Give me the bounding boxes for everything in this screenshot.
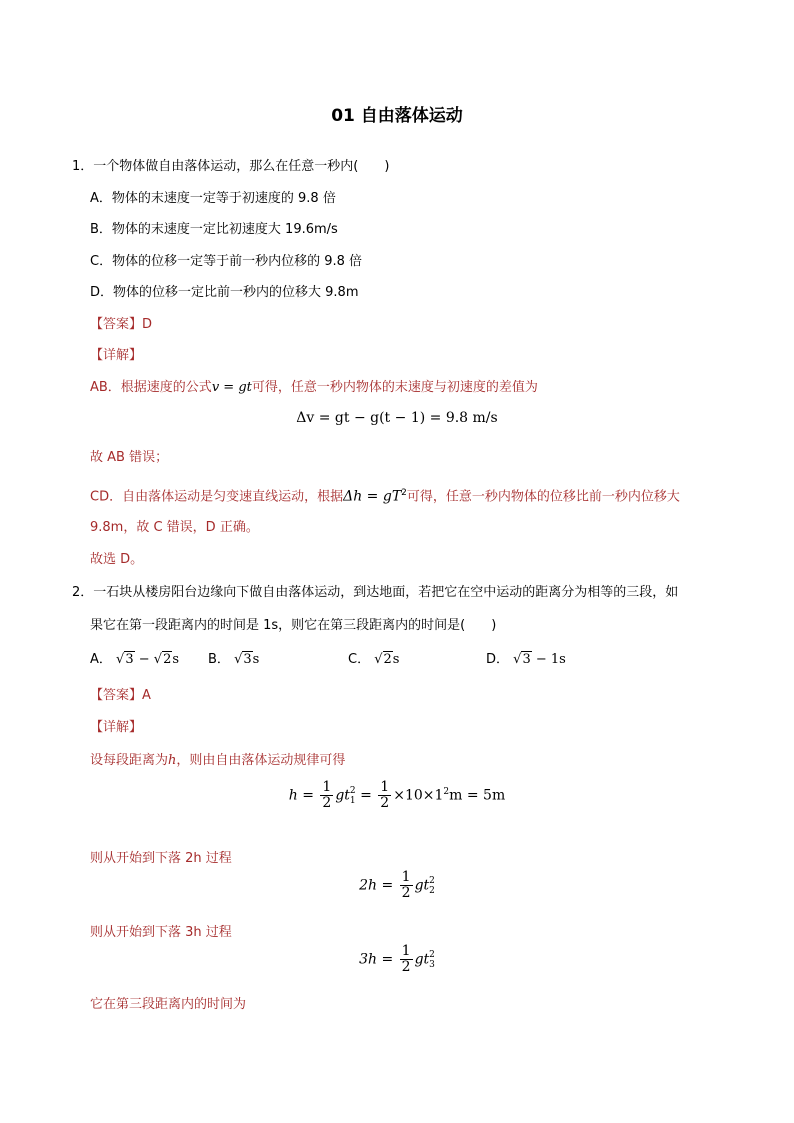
q2-option-b <box>208 651 259 669</box>
q1-cd-post: 可得，任意一秒内物体的位移比前一秒内位移大 <box>406 489 680 505</box>
radicand-2: 2 <box>383 652 392 667</box>
q1-cd-pre: CD．自由落体运动是匀变速直线运动，根据 <box>90 489 344 505</box>
question-1-stem: 1．一个物体做自由落体运动，那么在任意一秒内( ) <box>72 159 390 174</box>
q1-cd-exp: 2 <box>401 488 407 498</box>
q2-equation-3: 3h = $\frac{1}{2}$ gt 2 3 <box>359 943 435 975</box>
fraction-half: $\frac{1}{2}$ <box>322 779 332 811</box>
q1-option-b: B．物体的末速度一定比初速度大 19.6m/s <box>90 222 338 237</box>
q2-option-c-value: √2s <box>374 652 400 667</box>
q2-option-a-label: A． <box>90 652 112 667</box>
q2-option-a <box>90 651 179 669</box>
q1-conclusion: 故选 D。 <box>90 552 144 567</box>
q1-cd-formula: Δh = gT <box>343 488 402 505</box>
radicand-3: 3 <box>125 652 134 667</box>
q2-equation-2: 2h = $\frac{1}{2}$ gt 2 2 <box>359 869 435 901</box>
q1-option-a: A．物体的末速度一定等于初速度的 9.8 倍 <box>90 191 336 206</box>
q1-ab-pre: AB．根据速度的公式 <box>90 380 212 395</box>
q2-line1-pre: 设每段距离为 <box>90 753 169 768</box>
question-2-stem-line1: 2．一石块从楼房阳台边缘向下做自由落体运动，到达地面，若把它在空中运动的距离分为相等的三段，如 <box>72 585 679 600</box>
q2-detail-label: 【详解】 <box>90 720 143 735</box>
eq1-left: h = <box>288 787 319 804</box>
q2-equation-1: h = $\frac{1}{2}$ gt 2 1 = $\frac{1}{2}$ $\times 10\times 1^2m = 5m$ <box>288 779 506 811</box>
q2-option-a-value: √3 − √2s <box>116 652 180 667</box>
var-h: h <box>168 753 177 768</box>
unit-s: s <box>392 652 400 667</box>
q2-line4: 它在第三段距离内的时间为 <box>90 997 247 1012</box>
q1-explanation-ab <box>90 379 538 397</box>
question-2-stem-line2: 果它在第一段距离内的时间是 1s，则它在第三段距离内的时间是( ) <box>90 618 497 633</box>
unit-s: s <box>172 652 180 667</box>
q2-line1-post: ，则由自由落体运动规律可得 <box>176 753 346 768</box>
radicand-2: 2 <box>163 652 172 667</box>
q1-ab-post: 可得，任意一秒内物体的末速度与初速度的差值为 <box>251 380 538 395</box>
q1-answer: 【答案】D <box>90 317 153 332</box>
eq3-left: 3h = <box>359 951 398 968</box>
radicand-3: 3 <box>522 652 531 667</box>
q2-option-d-value: √3 − 1s <box>513 652 566 667</box>
q1-ab-conclusion: 故 AB 错误； <box>90 450 169 465</box>
unit-s: s <box>252 652 260 667</box>
fraction-half: $\frac{1}{2}$ <box>401 943 411 975</box>
q2-option-c <box>348 651 399 669</box>
q1-detail-label: 【详解】 <box>90 348 143 363</box>
page-title: 01 自由落体运动 <box>331 106 463 126</box>
q2-option-d <box>486 651 566 669</box>
fraction-half: $\frac{1}{2}$ <box>401 869 411 901</box>
q1-cd-line2: 9.8m，故 C 错误，D 正确。 <box>90 520 259 535</box>
q2-line2: 则从开始到下落 2h 过程 <box>90 851 232 866</box>
q1-explanation-cd <box>90 484 680 506</box>
q2-line1 <box>90 752 345 770</box>
eq2-left: 2h = <box>359 877 398 894</box>
q2-option-b-value: √3s <box>234 652 260 667</box>
q1-option-d: D．物体的位移一定比前一秒内的位移大 9.8m <box>90 285 359 300</box>
q2-option-c-label: C． <box>348 652 371 667</box>
q2-option-d-label: D． <box>486 652 510 667</box>
q1-equation-1: Δv = gt − g(t − 1) = 9.8 m/s <box>296 410 498 426</box>
minus-sign: − <box>134 652 154 667</box>
q2-line3: 则从开始到下落 3h 过程 <box>90 925 232 940</box>
fraction-half: $\frac{1}{2}$ <box>380 779 390 811</box>
g-t: gt <box>335 787 350 804</box>
q2-answer: 【答案】A <box>90 688 151 703</box>
minus-1s: − 1s <box>531 652 566 667</box>
q1-option-c: C．物体的位移一定等于前一秒内位移的 9.8 倍 <box>90 254 363 269</box>
q1-ab-formula: v = gt <box>211 380 252 395</box>
q2-option-b-label: B． <box>208 652 230 667</box>
radicand-3: 3 <box>243 652 252 667</box>
